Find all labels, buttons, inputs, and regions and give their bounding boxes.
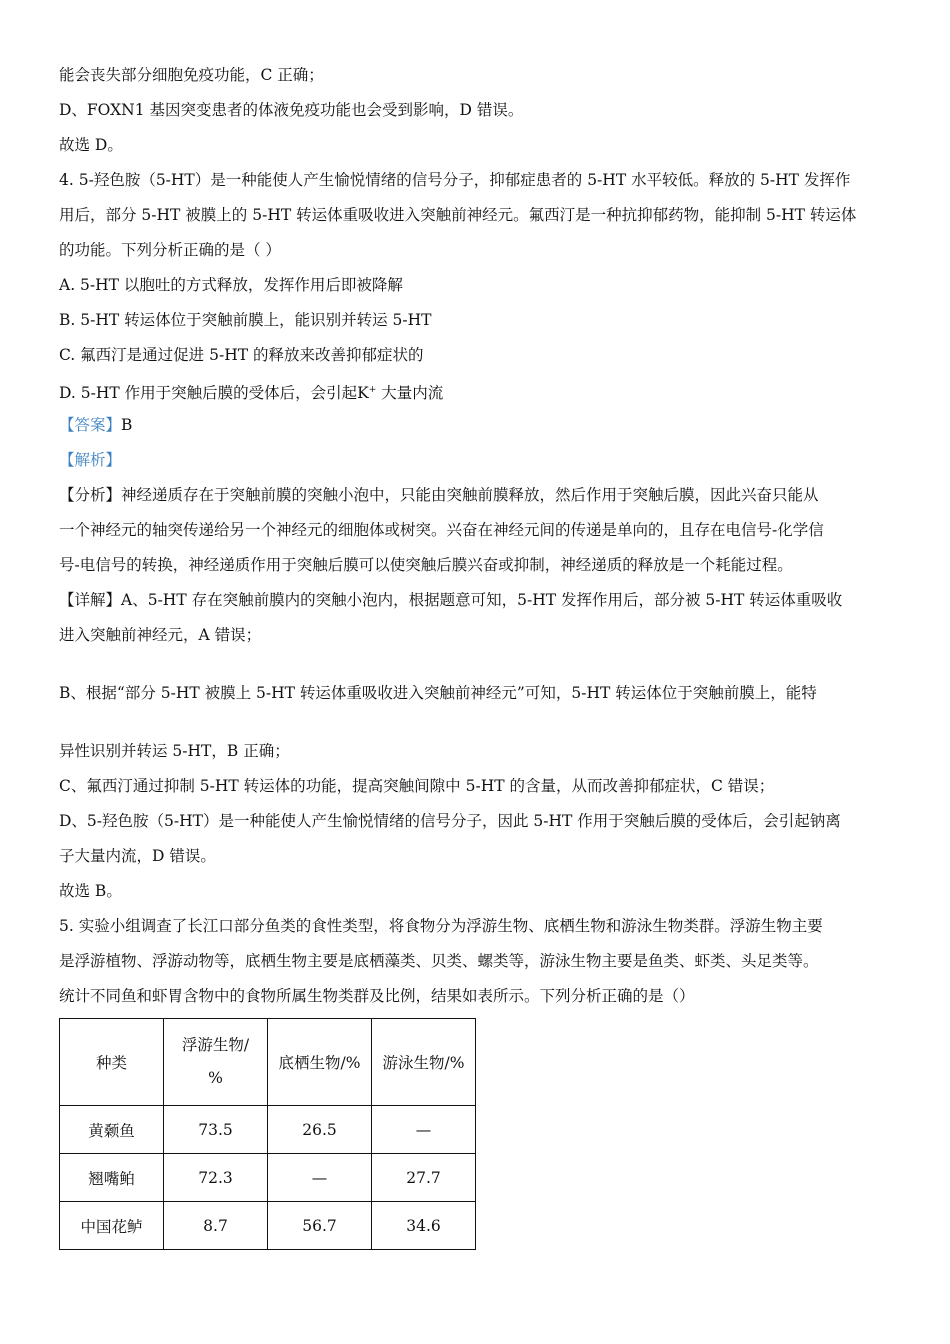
table-cell: 翘嘴鲌 (60, 1154, 164, 1202)
table-row (60, 1106, 476, 1154)
xiangjie-line: B、根据“部分 5-HT 被膜上 5-HT 转运体重吸收进入突触前神经元”可知，5-HT 转运体位于突触前膜上，能特 (59, 684, 817, 702)
xiangjie-line: 故选 B。 (59, 882, 122, 900)
xiangjie-tag: 【详解】 (59, 591, 122, 609)
xiangjie-line: 进入突触前神经元，A 错误； (59, 626, 262, 644)
option-d (59, 373, 899, 408)
option-d-text: D. 5-HT 作用于突触后膜的受体后，会引起 (59, 384, 358, 402)
diet-table (59, 1018, 476, 1250)
question-5-stem: 是浮游植物、浮游动物等，底栖生物主要是底栖藻类、贝类、螺类等，游泳生物主要是鱼类、虾类、头足类等。 (59, 952, 819, 970)
table-cell: 72.3 (164, 1154, 268, 1202)
document-body (59, 58, 899, 1014)
question-4-stem: 的功能。下列分析正确的是（ ） (59, 241, 281, 259)
table-cell: 56.7 (268, 1202, 372, 1250)
table-cell: 34.6 (372, 1202, 476, 1250)
option-a: A. 5-HT 以胞吐的方式释放，发挥作用后即被降解 (59, 276, 403, 294)
table-cell: 黄颡鱼 (60, 1106, 164, 1154)
xiangjie-line (59, 583, 899, 618)
xiangjie-line: D、5-羟色胺（5-HT）是一种能使人产生愉悦情绪的信号分子，因此 5-HT 作用于突触后膜的受体后，会引起钠离 (59, 812, 841, 830)
question-5-stem: 统计不同鱼和虾胃含物中的食物所属生物类群及比例，结果如表所示。下列分析正确的是（） (59, 987, 695, 1005)
text-line: D、FOXN1 基因突变患者的体液免疫功能也会受到影响，D 错误。 (59, 101, 524, 119)
header-plankton: 浮游生物/ % (164, 1019, 268, 1106)
question-4-stem: 用后，部分 5-HT 被膜上的 5-HT 转运体重吸收进入突触前神经元。氟西汀是一种抗抑郁药物，能抑制 5-HT 转运体 (59, 206, 857, 224)
table-cell: 中国花鲈 (60, 1202, 164, 1250)
table-cell: — (372, 1106, 476, 1154)
fenxi-line: 一个神经元的轴突传递给另一个神经元的细胞体或树突。兴奋在神经元间的传递是单向的，且存在电信号-化学信 (59, 521, 824, 539)
ion-symbol: K (357, 384, 369, 402)
table-cell: 27.7 (372, 1154, 476, 1202)
analysis-tag: 【解析】 (59, 451, 122, 469)
table-cell: 73.5 (164, 1106, 268, 1154)
header-species: 种类 (60, 1019, 164, 1106)
question-4-stem: 4. 5-羟色胺（5-HT）是一种能使人产生愉悦情绪的信号分子，抑郁症患者的 5-HT 水平较低。释放的 5-HT 发挥作 (59, 171, 851, 189)
text-line: 故选 D。 (59, 136, 123, 154)
ion-charge: + (368, 385, 377, 395)
xiangjie-line: C、氟西汀通过抑制 5-HT 转运体的功能，提高突触间隙中 5-HT 的含量，从而改善抑郁症状，C 错误； (59, 777, 775, 795)
table-row (60, 1154, 476, 1202)
option-b: B. 5-HT 转运体位于突触前膜上，能识别并转运 5-HT (59, 311, 432, 329)
answer-line (59, 408, 899, 443)
xiangjie-line: 异性识别并转运 5-HT，B 正确； (59, 742, 290, 760)
answer-value: B (121, 416, 133, 434)
table-row (60, 1202, 476, 1250)
text-line: 能会丧失部分细胞免疫功能，C 正确； (59, 66, 324, 84)
table-cell: 26.5 (268, 1106, 372, 1154)
option-d-text: 大量内流 (376, 384, 444, 402)
xiangjie-line: 子大量内流，D 错误。 (59, 847, 216, 865)
fenxi-line (59, 478, 899, 513)
header-benthos: 底栖生物/% (268, 1019, 372, 1106)
fenxi-line: 号-电信号的转换，神经递质作用于突触后膜可以使突触后膜兴奋或抑制，神经递质的释放是一个耗能过程。 (59, 556, 793, 574)
analysis-heading (59, 443, 899, 478)
table-header-row (60, 1019, 476, 1106)
fenxi-tag: 【分析】 (59, 486, 122, 504)
question-5-stem: 5. 实验小组调查了长江口部分鱼类的食性类型，将食物分为浮游生物、底栖生物和游泳生物类群。浮游生物主要 (59, 917, 823, 935)
header-nekton: 游泳生物/% (372, 1019, 476, 1106)
answer-tag: 【答案】 (59, 416, 122, 434)
table-cell: 8.7 (164, 1202, 268, 1250)
table-cell: — (268, 1154, 372, 1202)
option-c: C. 氟西汀是通过促进 5-HT 的释放来改善抑郁症状的 (59, 346, 424, 364)
xiangjie-text: A、5-HT 存在突触前膜内的突触小泡内，根据题意可知，5-HT 发挥作用后，部分被 5-HT 转运体重吸收 (121, 591, 843, 609)
fenxi-text: 神经递质存在于突触前膜的突触小泡中，只能由突触前膜释放，然后作用于突触后膜，因此兴奋只能从 (121, 486, 819, 504)
